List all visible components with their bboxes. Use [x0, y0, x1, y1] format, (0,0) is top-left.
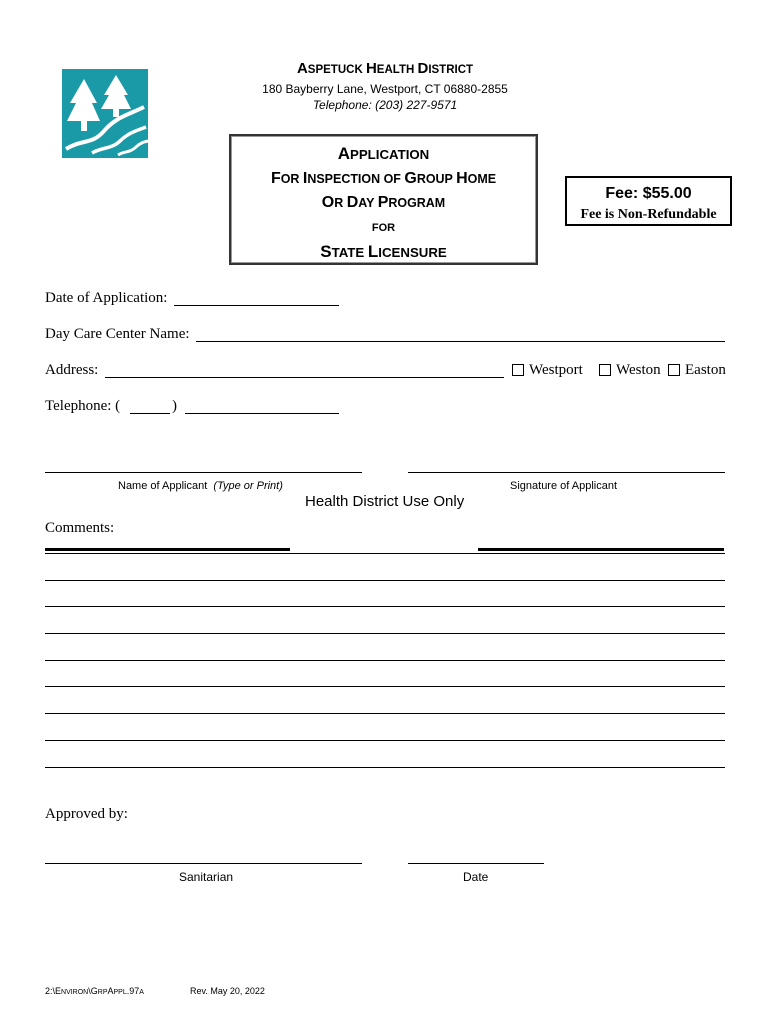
comment-line[interactable]: [45, 633, 725, 634]
westport-checkbox[interactable]: [512, 364, 524, 376]
comment-line[interactable]: [45, 686, 725, 687]
fee-amount: Fee: $55.00: [605, 185, 692, 202]
applicant-signature-caption: Signature of Applicant: [510, 480, 618, 492]
easton-checkbox[interactable]: [668, 364, 680, 376]
comment-line[interactable]: [45, 660, 725, 661]
title-line-day-program: OR DAY PROGRAM: [321, 194, 446, 211]
footer-revision: Rev. May 20, 2022: [190, 986, 265, 996]
title-line-for: FOR: [371, 222, 396, 234]
telephone-label: Telephone: (: [45, 398, 121, 414]
health-district-use-only-heading: Health District Use Only: [305, 493, 465, 510]
westport-option-label: Westport: [529, 362, 583, 378]
title-line-inspection: FOR INSPECTION OF GROUP HOME: [270, 170, 497, 187]
telephone-number-field[interactable]: [185, 398, 339, 414]
address-field[interactable]: [105, 362, 504, 378]
telephone-area-code-field[interactable]: [130, 398, 170, 414]
date-of-application-label: Date of Application:: [45, 290, 168, 306]
comment-line[interactable]: [45, 767, 725, 768]
district-logo-icon: [62, 69, 148, 158]
fee-box: [565, 176, 732, 226]
applicant-signature-field[interactable]: [408, 472, 725, 473]
applicant-name-field[interactable]: [45, 472, 362, 473]
telephone-close-paren: ): [172, 398, 177, 414]
date-caption: Date: [463, 870, 489, 884]
comments-divider-left: [45, 548, 290, 551]
fee-note: Fee is Non-Refundable: [580, 207, 717, 222]
applicant-name-caption: Name of Applicant (Type or Print): [118, 480, 283, 492]
sanitarian-caption: Sanitarian: [179, 870, 234, 884]
comments-divider-right: [478, 548, 724, 551]
date-of-application-field[interactable]: [174, 290, 339, 306]
form-title-box: [229, 134, 538, 265]
sanitarian-signature-field[interactable]: [45, 863, 362, 864]
easton-option-label: Easton: [685, 362, 726, 378]
weston-option-label: Weston: [616, 362, 661, 378]
weston-checkbox[interactable]: [599, 364, 611, 376]
comment-line[interactable]: [45, 553, 725, 554]
approval-date-field[interactable]: [408, 863, 544, 864]
day-care-center-name-label: Day Care Center Name:: [45, 326, 190, 342]
footer-file-path: 2:\ENVIRON\GRPAPPL.97A: [45, 986, 144, 996]
comment-line[interactable]: [45, 606, 725, 607]
organization-name: ASPETUCK HEALTH DISTRICT: [296, 60, 474, 77]
comment-line[interactable]: [45, 740, 725, 741]
organization-telephone: Telephone: (203) 227-9571: [312, 98, 458, 112]
title-line-state-licensure: STATE LICENSURE: [320, 242, 447, 261]
comments-label: Comments:: [45, 520, 115, 536]
day-care-center-name-field[interactable]: [196, 326, 725, 342]
address-label: Address:: [45, 362, 99, 378]
comment-line[interactable]: [45, 713, 725, 714]
approved-by-label: Approved by:: [45, 806, 128, 822]
organization-address: 180 Bayberry Lane, Westport, CT 06880-2855: [262, 82, 508, 96]
title-line-application: APPLICATION: [337, 144, 430, 163]
comment-line[interactable]: [45, 580, 725, 581]
